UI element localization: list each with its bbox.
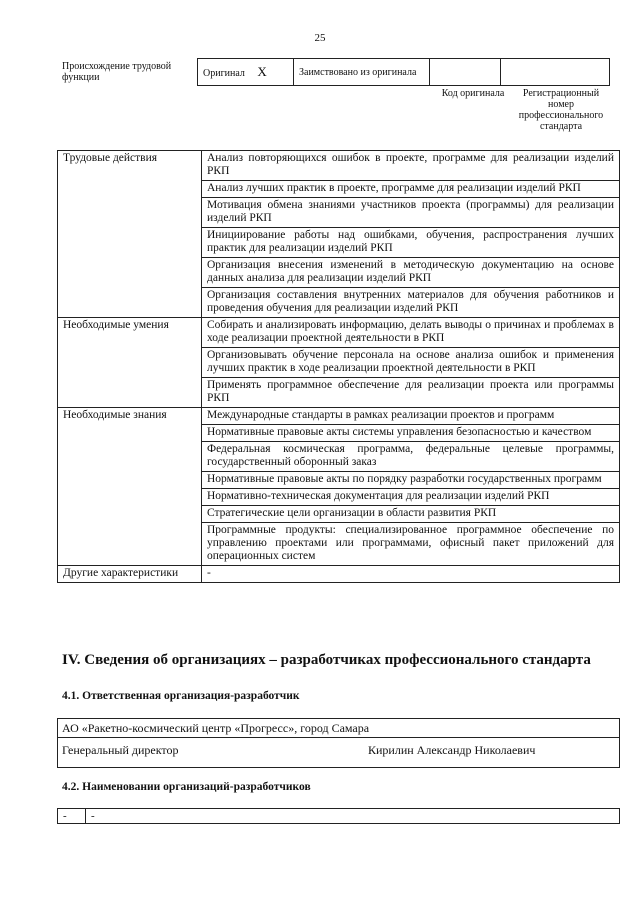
table-cell: Программные продукты: специализированное программное обеспечение по управлению проектами или программами, офисный пакет приложений для операционных систем [202,523,620,566]
table-row [58,151,620,181]
table-cell: Нормативно-техническая документация для реализации изделий РКП [202,489,620,506]
reg-number-cell [501,59,610,86]
table-cell: Организация составления внутренних материалов для обучения работников и проведения обучения для реализации изделий РКП [202,288,620,318]
reg-caption: Регистрационный номер профессионального стандарта [518,88,604,132]
labor-function-table [57,150,620,583]
code-cell [430,59,501,86]
responsible-org-box [57,718,620,768]
row-label-labor-actions: Трудовые действия [58,151,202,318]
section-iv-title: IV. Сведения об организациях – разработчиках профессионального стандарта [62,652,591,668]
origin-label: Происхождение трудовой функции [62,61,172,83]
table-row [58,566,620,583]
code-caption: Код оригинала [441,88,505,99]
table-row [58,408,620,425]
table-cell: Собирать и анализировать информацию, делать выводы о причинах и проблемах в ходе реализации проектной деятельности в РКП [202,318,620,348]
row-label-knowledge: Необходимые знания [58,408,202,566]
original-cell [198,59,294,86]
table-cell: Организовывать обучение персонала на основе анализа ошибок и применения лучших практик в ходе реализации проектной деятельности в РКП [202,348,620,378]
table-cell: Стратегические цели организации в области развития РКП [202,506,620,523]
table-cell: Анализ повторяющихся ошибок в проекте, программе для реализации изделий РКП [202,151,620,181]
origin-table [197,58,610,86]
borrowed-cell: Заимствовано из оригинала [294,59,430,86]
table-cell: Анализ лучших практик в проекте, программе для реализации изделий РКП [202,181,620,198]
subsection-4-2-title: 4.2. Наименовании организаций-разработчиков [62,781,311,793]
director-position: Генеральный директор [62,743,179,757]
table-cell: Инициирование работы над ошибками, обучения, распространения лучших практик для реализации изделий РКП [202,228,620,258]
table-cell: - [58,809,86,824]
table-cell: Нормативные правовые акты системы управления безопасностью и качеством [202,425,620,442]
page-number: 25 [314,32,326,44]
director-name: Кирилин Александр Николаевич [368,743,536,757]
developer-orgs-table [57,808,620,824]
table-cell: - [86,809,620,824]
subsection-4-1-title: 4.1. Ответственная организация-разработчик [62,690,300,702]
org-name: АО «Ракетно-космический центр «Прогресс», город Самара [62,721,370,735]
table-cell: Международные стандарты в рамках реализации проектов и программ [202,408,620,425]
table-cell: Мотивация обмена знаниями участников проекта (программы) для реализации изделий РКП [202,198,620,228]
table-cell: Организация внесения изменений в методическую документацию на основе данных анализа для реализации изделий РКП [202,258,620,288]
table-cell: - [202,566,620,583]
original-label: Оригинал [203,67,245,79]
table-row [58,318,620,348]
table-cell: Применять программное обеспечение для реализации проекта или программы РКП [202,378,620,408]
divider [58,737,619,738]
row-label-skills: Необходимые умения [58,318,202,408]
original-mark: X [257,63,267,79]
table-row [58,809,620,824]
row-label-other: Другие характеристики [58,566,202,583]
table-cell: Федеральная космическая программа, федеральные целевые программы, государственный оборонный заказ [202,442,620,472]
table-cell: Нормативные правовые акты по порядку разработки государственных программ [202,472,620,489]
